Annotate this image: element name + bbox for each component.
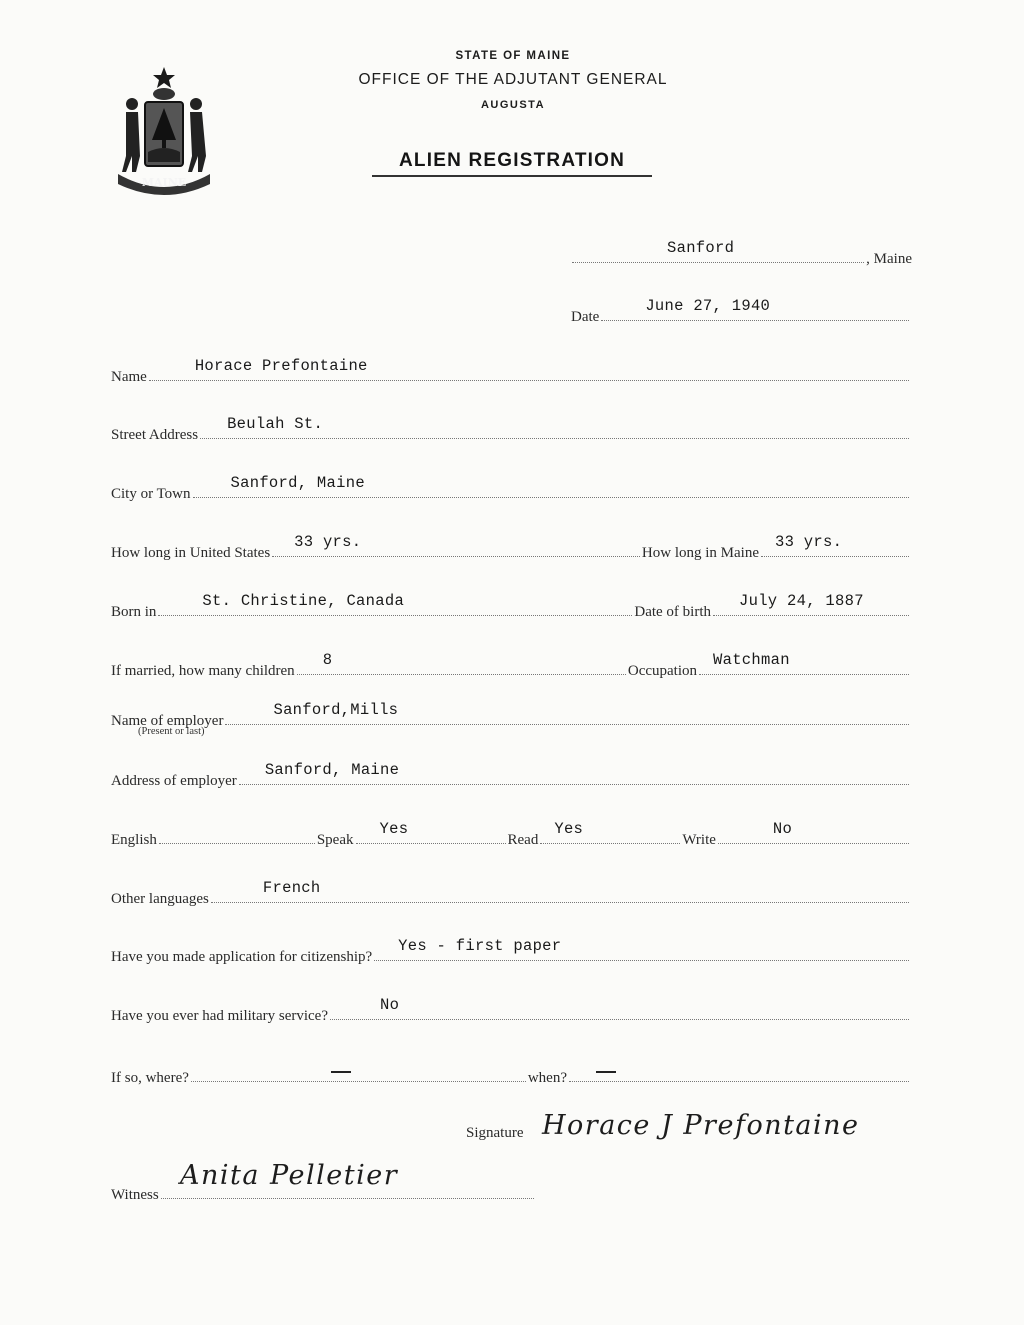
born-in-value: St. Christine, Canada [202, 592, 405, 610]
employer-address-value: Sanford, Maine [264, 761, 400, 779]
speak-field[interactable] [356, 820, 506, 844]
maine-state-seal [112, 64, 216, 196]
maine-years-label: How long in Maine [641, 545, 759, 561]
write-value: No [772, 820, 793, 838]
maine-years-field[interactable] [761, 533, 909, 557]
city-row [111, 474, 911, 503]
street-value: Beulah St. [227, 415, 324, 433]
name-field[interactable] [149, 357, 909, 381]
military-label: Have you ever had military service? [111, 1008, 328, 1024]
employer-value: Sanford,Mills [273, 701, 399, 719]
read-value: Yes [554, 820, 584, 838]
other-languages-field[interactable] [211, 879, 909, 903]
us-years-value: 33 yrs. [294, 533, 362, 551]
english-field [159, 827, 315, 844]
birth-row [111, 592, 911, 621]
residence-row [111, 533, 911, 562]
name-value: Horace Prefontaine [194, 357, 368, 375]
other-languages-label: Other languages [111, 891, 209, 907]
street-label: Street Address [111, 427, 199, 443]
read-field[interactable] [540, 820, 680, 844]
place-row [570, 239, 912, 268]
employer-address-field[interactable] [239, 761, 909, 785]
english-row [111, 820, 911, 849]
street-row [111, 415, 911, 444]
where-label: If so, where? [111, 1070, 189, 1086]
place-suffix: , Maine [866, 251, 912, 267]
when-label: when? [527, 1070, 567, 1086]
speak-label: Speak [316, 832, 354, 848]
employer-field[interactable] [225, 701, 909, 725]
where-field[interactable] [191, 1065, 526, 1082]
military-row [111, 996, 911, 1025]
when-dash [596, 1071, 616, 1073]
signature-label: Signature [466, 1125, 524, 1141]
city-heading: AUGUSTA [480, 99, 546, 111]
family-row [111, 651, 911, 680]
date-row [571, 297, 911, 326]
children-field[interactable] [297, 651, 626, 675]
citizenship-field[interactable] [374, 937, 909, 961]
city-label: City or Town [111, 486, 191, 502]
children-value: 8 [322, 651, 333, 669]
date-label: Date [571, 309, 600, 325]
employer-row [111, 701, 911, 730]
witness-label: Witness [111, 1187, 159, 1203]
maine-years-value: 33 yrs. [775, 533, 843, 551]
witness-handwriting: Anita Pelletier [180, 1160, 399, 1191]
write-field[interactable] [718, 820, 909, 844]
born-in-field[interactable] [158, 592, 632, 616]
other-languages-value: French [262, 879, 321, 897]
citizenship-label: Have you made application for citizenship? [111, 949, 373, 965]
occupation-value: Watchman [713, 651, 790, 669]
citizenship-value: Yes - first paper [398, 937, 562, 955]
dob-value: July 24, 1887 [739, 592, 864, 610]
signature-handwriting: Horace J Prefontaine [542, 1110, 860, 1141]
date-field[interactable] [601, 297, 909, 321]
write-label: Write [682, 832, 716, 848]
employer-sublabel: (Present or last) [138, 726, 205, 737]
military-value: No [380, 996, 400, 1014]
where-dash [331, 1071, 351, 1073]
military-field[interactable] [330, 996, 909, 1020]
name-row [111, 357, 911, 386]
employer-label: Name of employer [111, 713, 224, 729]
name-label: Name [111, 369, 147, 385]
service-details-row [111, 1065, 911, 1087]
dob-label: Date of birth [634, 604, 711, 620]
office-heading: OFFICE OF THE ADJUTANT GENERAL [358, 71, 668, 88]
us-years-label: How long in United States [111, 545, 271, 561]
us-years-field[interactable] [272, 533, 640, 557]
date-value: June 27, 1940 [645, 297, 771, 315]
english-label: English [111, 832, 157, 848]
children-label: If married, how many children [111, 663, 295, 679]
seal-text: MAINE [141, 176, 187, 189]
place-field[interactable] [572, 239, 864, 263]
street-field[interactable] [200, 415, 909, 439]
city-value: Sanford, Maine [230, 474, 365, 492]
other-languages-row [111, 879, 911, 908]
city-field[interactable] [193, 474, 909, 498]
place-value: Sanford [667, 239, 735, 257]
letterhead [300, 50, 726, 111]
form-title: ALIEN REGISTRATION [372, 150, 652, 177]
citizenship-row [111, 937, 911, 966]
employer-address-label: Address of employer [111, 773, 237, 789]
occupation-label: Occupation [627, 663, 697, 679]
dob-field[interactable] [713, 592, 909, 616]
read-label: Read [507, 832, 539, 848]
when-field[interactable] [569, 1065, 909, 1082]
born-in-label: Born in [111, 604, 157, 620]
state-heading: STATE OF MAINE [455, 50, 571, 62]
employer-address-row [111, 761, 911, 790]
occupation-field[interactable] [699, 651, 909, 675]
speak-value: Yes [379, 820, 409, 838]
